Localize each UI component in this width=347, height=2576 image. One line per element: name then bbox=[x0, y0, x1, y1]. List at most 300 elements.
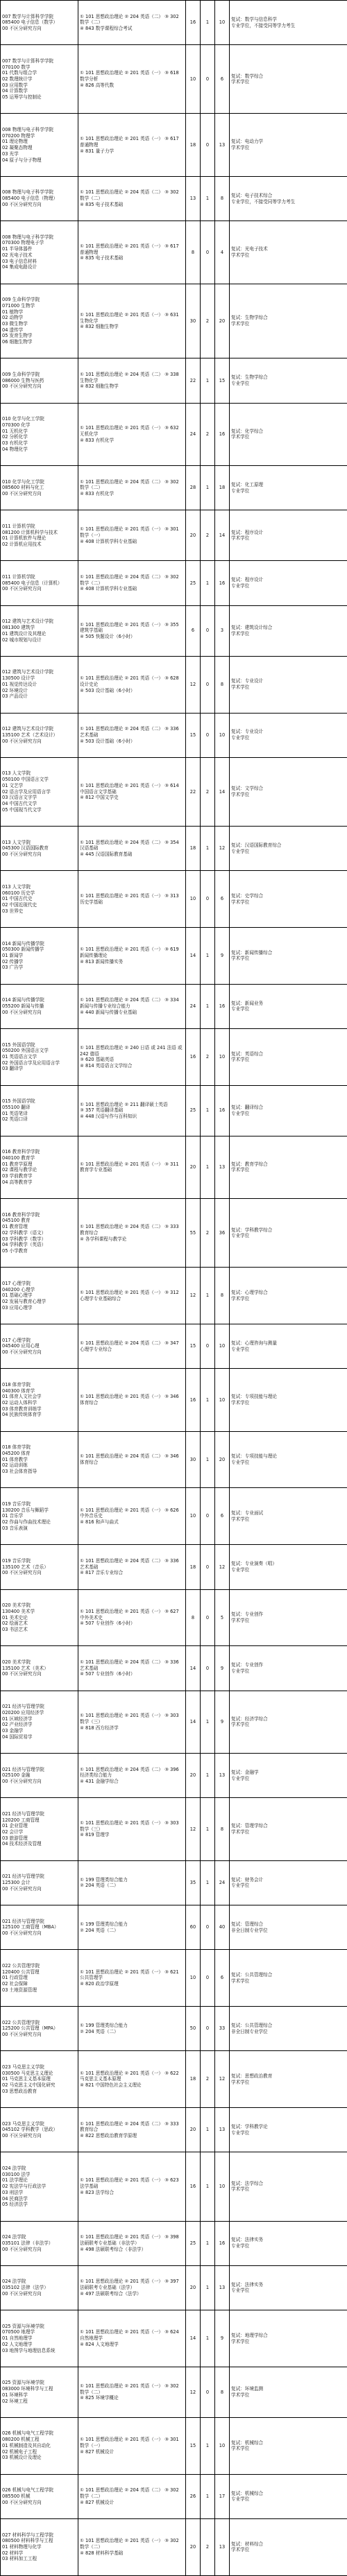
exam-subjects-cell-line: ① 101 思想政治理论 ② 204 英语（二） ③ 336 艺术基础 bbox=[80, 1659, 179, 1671]
exam-subjects-cell-line: ① 101 思想政治理论 ② 204 英语（二） ③ 338 生物化学 bbox=[80, 372, 179, 383]
remarks-cell-line: 学术学位 bbox=[231, 1516, 250, 1522]
major-cell bbox=[1, 1488, 78, 1545]
major-cell-line: 070500 地理学 bbox=[2, 2329, 35, 2335]
recommended-count-cell: 1 bbox=[201, 1431, 215, 1488]
remarks-cell-line: 复试：程序设计 bbox=[231, 577, 264, 583]
quota-cell: 40 bbox=[215, 1905, 230, 1950]
major-cell-line: 045200 体育 bbox=[2, 1451, 31, 1457]
major-cell-line: 03 电子信息材料 bbox=[2, 258, 37, 264]
major-cell-line: 021 经济与管理学院 bbox=[2, 1874, 44, 1880]
recommended-count-cell: 0 bbox=[201, 2007, 215, 2051]
major-cell-line: 135100 艺术（音乐） bbox=[2, 1564, 49, 1570]
remarks-cell-line: 复试：机械综合 bbox=[231, 2490, 264, 2496]
major-cell-line: 02 数理统计学 bbox=[2, 76, 33, 83]
major-cell-line: 009 生命科学学院 bbox=[2, 297, 40, 303]
exam-subjects-cell-line: ① 101 思想政治理论 ② 204 英语（二） ③ 302 数学（二） bbox=[80, 13, 179, 26]
table-row bbox=[1, 1029, 347, 1086]
major-cell-line: 120400 公共管理 bbox=[2, 1969, 40, 1975]
major-cell-line: 04 物理化学 bbox=[2, 446, 28, 452]
quota-cell: 9 bbox=[215, 928, 230, 985]
recommended-count-cell: 1 bbox=[201, 1, 215, 45]
remarks-cell-line: 复试：电子技术综合 bbox=[231, 192, 273, 198]
exam-subjects-cell bbox=[78, 757, 186, 826]
plan-count-cell: 15 bbox=[186, 1324, 201, 1369]
major-cell-line: 02 环境工程 bbox=[2, 2398, 28, 2404]
remarks-cell-line: 复试：地理学综合 bbox=[231, 2332, 268, 2338]
exam-subjects-cell-line: ① 101 思想政治理论 ② 204 英语（二） ③ 336 艺术基础 bbox=[80, 726, 179, 738]
major-cell-line: 010 化学与化工学院 bbox=[2, 416, 44, 422]
major-cell-line: 03 广告学 bbox=[2, 965, 24, 971]
exam-subjects-cell-line: ① 101 思想政治理论 ② 201 英语（一） ③ 301 数学（一） bbox=[80, 526, 179, 539]
table-row bbox=[1, 757, 347, 826]
table-row bbox=[1, 1268, 347, 1324]
recommended-count-cell: 1 bbox=[201, 176, 215, 221]
major-cell-line: 086000 生物与医药 bbox=[2, 377, 44, 383]
major-cell-line: 023 马克思主义学院 bbox=[2, 2064, 44, 2070]
major-cell-line: 020200 应用经济学 bbox=[2, 1709, 44, 1715]
quota-cell: 16 bbox=[215, 1085, 230, 1136]
table-row bbox=[1, 284, 347, 358]
remarks-cell-line: 复试：数学与信息科学 bbox=[231, 16, 277, 22]
remarks-cell bbox=[230, 284, 347, 358]
remarks-cell-line: 专业学位 bbox=[231, 1883, 250, 1889]
major-cell-line: 01 代数与组合学 bbox=[2, 70, 37, 76]
quota-cell: 20 bbox=[215, 1431, 230, 1488]
quota-cell: 20 bbox=[215, 284, 230, 358]
major-cell-line: 125100 工商管理（MBA） bbox=[2, 1924, 59, 1930]
major-cell-line: 020 美术学院 bbox=[2, 1659, 31, 1665]
exam-subjects-cell-line: ④ 835 电子技术基础 bbox=[80, 255, 124, 261]
exam-subjects-cell-line: ④ 408 计算机学科专业基础 bbox=[80, 586, 137, 592]
major-cell bbox=[1, 284, 78, 358]
major-cell bbox=[1, 984, 78, 1028]
plan-count-cell: 6 bbox=[186, 605, 201, 656]
recommended-count-cell: 0 bbox=[201, 2367, 215, 2417]
major-cell bbox=[1, 114, 78, 176]
plan-count-cell: 14 bbox=[186, 928, 201, 985]
quota-cell: 12 bbox=[215, 1545, 230, 1589]
major-cell-line: 04 民族传统体育学 bbox=[2, 1412, 42, 1418]
major-cell-line: 011 计算机学院 bbox=[2, 574, 35, 580]
major-cell-line: 02 课程与教学论 bbox=[2, 1167, 37, 1173]
major-cell-line: 130200 音乐与舞蹈学 bbox=[2, 1507, 49, 1513]
plan-count-cell: 20 bbox=[186, 1753, 201, 1797]
plan-count-cell: 30 bbox=[186, 284, 201, 358]
major-cell-line: 00 不区分研究方向 bbox=[2, 201, 42, 207]
exam-subjects-cell-line: ④ 824 人文地理学 bbox=[80, 2341, 119, 2347]
major-cell-line: 024 法学院 bbox=[2, 2234, 26, 2240]
major-cell-line: 03 社会体育指导 bbox=[2, 1469, 37, 1475]
major-cell bbox=[1, 1029, 78, 1086]
major-cell-line: 012 建筑与艺术设计学院 bbox=[2, 726, 54, 732]
quota-cell: 13 bbox=[215, 2518, 230, 2575]
table-row bbox=[1, 2310, 347, 2367]
major-cell-line: 009 生命科学学院 bbox=[2, 372, 40, 378]
remarks-cell-line: 复试：财务会计 bbox=[231, 1876, 264, 1883]
major-cell-line: 085400 电子信息（计算机） bbox=[2, 580, 62, 586]
exam-subjects-cell bbox=[78, 403, 186, 465]
exam-subjects-cell-line: ① 101 思想政治理论 ② 201 英语（一） ③ 626 中外音乐史 bbox=[80, 1507, 179, 1519]
quota-cell: 13 bbox=[215, 114, 230, 176]
remarks-cell-line: 复试：机械综合 bbox=[231, 2439, 264, 2446]
remarks-cell-line: 复试：翻译综合 bbox=[231, 1105, 264, 1111]
exam-subjects-cell-line: ① 101 思想政治理论 ② 201 英语（一） ③ 355 建筑学基础 bbox=[80, 621, 179, 634]
exam-subjects-cell-line: ① 199 管理类综合能力 bbox=[80, 2023, 128, 2028]
remarks-cell bbox=[230, 1199, 347, 1268]
major-cell-line: 03 应用数学 bbox=[2, 82, 28, 88]
major-cell bbox=[1, 1798, 78, 1860]
major-cell-line: 01 建筑设计及其理论 bbox=[2, 630, 46, 637]
table-row bbox=[1, 1589, 347, 1646]
exam-subjects-cell bbox=[78, 284, 186, 358]
remarks-cell-line: 复试：光电子技术 bbox=[231, 246, 268, 252]
recommended-count-cell: 1 bbox=[201, 2474, 215, 2518]
recommended-count-cell: 1 bbox=[201, 1860, 215, 1905]
remarks-cell-line: 学术学位 bbox=[231, 791, 250, 797]
table-row bbox=[1, 605, 347, 656]
major-cell-line: 04 中国古代文学 bbox=[2, 800, 37, 806]
remarks-cell-line: 学术学位 bbox=[231, 145, 250, 151]
recommended-count-cell: 1 bbox=[201, 561, 215, 605]
exam-subjects-cell bbox=[78, 2152, 186, 2221]
exam-subjects-cell bbox=[78, 1753, 186, 1797]
remarks-cell-line: 复试：管理学综合 bbox=[231, 1823, 268, 1829]
recommended-count-cell: 0 bbox=[201, 713, 215, 757]
major-cell-line: 045102 学科教学（思政） bbox=[2, 2127, 58, 2133]
plan-count-cell: 18 bbox=[186, 826, 201, 870]
major-cell-line: 00 不区分研究方向 bbox=[2, 26, 42, 31]
exam-subjects-cell bbox=[78, 2051, 186, 2108]
remarks-cell-line: 复试：教育学综合 bbox=[231, 1161, 268, 1167]
major-cell-line: 02 运动人体科学 bbox=[2, 1400, 37, 1406]
remarks-cell bbox=[230, 1268, 347, 1324]
major-cell-line: 02 计算机应用技术 bbox=[2, 542, 42, 548]
plan-count-cell: 12 bbox=[186, 656, 201, 713]
quota-cell: 18 bbox=[215, 466, 230, 510]
remarks-cell-line: 复试：新闻业务 bbox=[231, 1000, 264, 1006]
remarks-cell bbox=[230, 1029, 347, 1086]
major-cell-line: 01 教育管理 bbox=[2, 1224, 28, 1230]
major-cell-line: 02 城市规划与设计 bbox=[2, 637, 42, 643]
major-cell-line: 03 学科教学（数学） bbox=[2, 1236, 46, 1242]
quota-cell: 10 bbox=[215, 1, 230, 45]
major-cell-line: 071000 生物学 bbox=[2, 302, 35, 309]
major-cell-line: 01 机械制造及其自动化 bbox=[2, 2442, 51, 2448]
quota-cell: 12 bbox=[215, 2051, 230, 2108]
table-row bbox=[1, 2108, 347, 2152]
exam-subjects-cell-line: ① 101 思想政治理论 ② 204 英语（二） ③ 346 体育综合 bbox=[80, 1453, 179, 1466]
plan-count-cell: 14 bbox=[186, 1646, 201, 1691]
remarks-cell-line: 专业学位 bbox=[231, 381, 250, 387]
major-cell bbox=[1, 1753, 78, 1797]
exam-subjects-cell-line: ④ 833 有机化学 bbox=[80, 437, 115, 443]
exam-subjects-cell-line: ① 101 思想政治理论 ② 204 英语（二） ③ 302 数学（二） bbox=[80, 478, 179, 491]
recommended-count-cell: 0 bbox=[201, 605, 215, 656]
major-cell-line: 04 国际贸易学 bbox=[2, 1734, 33, 1740]
major-cell-line: 030500 马克思主义理论 bbox=[2, 2070, 53, 2076]
major-cell-line: 014 新闻与传播学院 bbox=[2, 997, 44, 1003]
remarks-cell bbox=[230, 2152, 347, 2221]
major-cell-line: 00 不区分研究方向 bbox=[2, 1009, 42, 1015]
plan-count-cell: 25 bbox=[186, 1085, 201, 1136]
plan-count-cell: 18 bbox=[186, 1545, 201, 1589]
exam-subjects-cell bbox=[78, 1029, 186, 1086]
major-cell bbox=[1, 2265, 78, 2310]
remarks-cell-line: 学术学位 bbox=[231, 956, 250, 962]
major-cell-line: 00 不区分研究方向 bbox=[2, 2499, 42, 2505]
exam-subjects-cell-line: ④ 440 新闻与传播专业基础 bbox=[80, 1009, 137, 1015]
remarks-cell-line: 复试：化学综合 bbox=[231, 428, 264, 434]
remarks-cell-line: 学术学位 bbox=[231, 535, 250, 542]
exam-subjects-cell-line: ④ 507 专业创作（6小时） bbox=[80, 1671, 135, 1677]
remarks-cell-line: 学术学位 bbox=[231, 1295, 250, 1302]
table-row bbox=[1, 466, 347, 510]
major-cell-line: 02 英语口译 bbox=[2, 1116, 28, 1123]
remarks-cell bbox=[230, 1798, 347, 1860]
exam-subjects-cell-line: ① 101 思想政治理论 ② 201 英语（一） ③ 303 数学（三） bbox=[80, 1713, 179, 1724]
major-cell-line: 010 化学与化工学院 bbox=[2, 478, 44, 485]
remarks-cell-line: 复试：材料综合 bbox=[231, 2541, 264, 2547]
exam-subjects-cell-line: ④ 826 高等代数 bbox=[80, 82, 115, 88]
table-row bbox=[1, 1950, 347, 2007]
remarks-cell bbox=[230, 403, 347, 465]
remarks-cell-line: 学术学位 bbox=[231, 630, 250, 637]
major-cell-line: 01 半导体器件 bbox=[2, 246, 33, 252]
remarks-cell-line: 专业学位 bbox=[231, 2129, 250, 2136]
major-cell-line: 00 不区分研究方向 bbox=[2, 1349, 42, 1356]
table-row bbox=[1, 871, 347, 928]
recommended-count-cell: 0 bbox=[201, 1950, 215, 2007]
major-cell-line: 021 经济与管理学院 bbox=[2, 1918, 44, 1924]
major-cell-line: 01 文艺学 bbox=[2, 782, 24, 788]
major-cell bbox=[1, 1369, 78, 1431]
major-cell-line: 02 动物学 bbox=[2, 315, 24, 321]
recommended-count-cell: 1 bbox=[201, 1268, 215, 1324]
plan-count-cell: 10 bbox=[186, 871, 201, 928]
major-cell-line: 04 高等教育学 bbox=[2, 1179, 33, 1185]
major-cell-line: 02 环境设计 bbox=[2, 687, 28, 693]
recommended-count-cell: 1 bbox=[201, 826, 215, 870]
quota-cell: 8 bbox=[215, 1798, 230, 1860]
major-cell bbox=[1, 403, 78, 465]
remarks-cell-line: 复试：经济学综合 bbox=[231, 1715, 268, 1722]
major-cell-line: 017 心理学院 bbox=[2, 1337, 31, 1343]
remarks-cell-line: 学术学位 bbox=[231, 321, 250, 327]
major-cell-line: 130500 设计学 bbox=[2, 675, 35, 682]
major-cell-line: 045300 汉语国际教育 bbox=[2, 845, 49, 852]
major-cell-line: 03 机械设计及理论 bbox=[2, 2455, 42, 2461]
major-cell-line: 070300 化学 bbox=[2, 422, 31, 429]
major-cell-line: 085400 电子信息（数学） bbox=[2, 19, 58, 26]
exam-subjects-cell bbox=[78, 358, 186, 403]
exam-subjects-cell bbox=[78, 114, 186, 176]
exam-subjects-cell-line: ② 204 英语（二） bbox=[80, 1927, 119, 1933]
table-row bbox=[1, 45, 347, 114]
remarks-cell-line: 学术学位 bbox=[231, 684, 250, 691]
major-cell-line: 083000 环境科学与工程 bbox=[2, 2386, 53, 2392]
major-cell-line: 03 产品设计 bbox=[2, 693, 28, 700]
remarks-cell bbox=[230, 713, 347, 757]
remarks-cell bbox=[230, 871, 347, 928]
exam-subjects-cell-line: ① 101 思想政治理论 ② 201 英语（一） ③ 624 自然地理学 bbox=[80, 2329, 179, 2342]
quota-cell: 9 bbox=[215, 1646, 230, 1691]
major-cell-line: 085600 材料与化工 bbox=[2, 485, 44, 491]
exam-subjects-cell bbox=[78, 510, 186, 561]
remarks-cell-line: 复试：金融学 bbox=[231, 1769, 259, 1775]
remarks-cell-line: 复试：专项技能与理论 bbox=[231, 1453, 277, 1460]
major-cell-line: 05 中国现当代文学 bbox=[2, 806, 42, 813]
exam-subjects-cell-line: ① 101 思想政治理论 ② 201 英语（一） ③ 627 中外美术史 bbox=[80, 1608, 179, 1620]
remarks-cell-line: 专业学位 bbox=[231, 487, 250, 494]
exam-subjects-cell-line: ④ 825 环境学概论 bbox=[80, 2395, 119, 2401]
exam-subjects-cell-line: ④ 503 设计基础（6小时） bbox=[80, 738, 135, 744]
exam-subjects-cell bbox=[78, 1369, 186, 1431]
recommended-count-cell: 0 bbox=[201, 1324, 215, 1369]
major-cell-line: 01 企业管理 bbox=[2, 1823, 28, 1829]
plan-count-cell: 8 bbox=[186, 221, 201, 284]
major-cell-line: 03 材料加工工程 bbox=[2, 2556, 37, 2562]
recommended-count-cell: 1 bbox=[201, 2417, 215, 2474]
exam-subjects-cell bbox=[78, 1488, 186, 1545]
remarks-cell-line: 复试：专业设计 bbox=[231, 729, 264, 735]
exam-subjects-cell bbox=[78, 1136, 186, 1198]
major-cell-line: 03 旅游管理 bbox=[2, 1835, 28, 1841]
major-cell-line: 125300 会计 bbox=[2, 1880, 31, 1885]
major-cell-line: 02 社会保障 bbox=[2, 1981, 28, 1987]
table-row bbox=[1, 510, 347, 561]
table-row bbox=[1, 1199, 347, 1268]
major-cell bbox=[1, 1589, 78, 1646]
quota-cell: 10 bbox=[215, 2152, 230, 2221]
quota-cell: 10 bbox=[215, 1369, 230, 1431]
major-cell-line: 011 计算机学院 bbox=[2, 524, 35, 530]
remarks-cell-line: 复试：电动力学 bbox=[231, 139, 264, 145]
table-row bbox=[1, 984, 347, 1028]
exam-subjects-cell-line: ④ 817 音乐专业综合 bbox=[80, 1570, 124, 1576]
quota-cell: 14 bbox=[215, 510, 230, 561]
major-cell bbox=[1, 176, 78, 221]
major-cell-line: 04 技术经济及管理 bbox=[2, 1841, 42, 1847]
major-cell-line: 03 学前教育学 bbox=[2, 1173, 33, 1179]
remarks-cell bbox=[230, 2051, 347, 2108]
major-cell-line: 012 建筑与艺术设计学院 bbox=[2, 669, 54, 675]
major-cell bbox=[1, 757, 78, 826]
table-row bbox=[1, 713, 347, 757]
remarks-cell-line: 复试：学科教学综合 bbox=[231, 1227, 273, 1233]
plan-count-cell: 35 bbox=[186, 1860, 201, 1905]
recommended-count-cell: 0 bbox=[201, 656, 215, 713]
exam-subjects-cell bbox=[78, 2518, 186, 2575]
plan-count-cell: 10 bbox=[186, 1950, 201, 2007]
major-cell-line: 00 不区分研究方向 bbox=[2, 2032, 42, 2038]
major-cell-line: 021 经济与管理学院 bbox=[2, 1766, 44, 1772]
plan-count-cell: 18 bbox=[186, 2051, 201, 2108]
plan-count-cell: 20 bbox=[186, 2265, 201, 2310]
major-cell-line: 013 人文学院 bbox=[2, 883, 31, 890]
major-cell-line: 01 计算机软件与理论 bbox=[2, 535, 46, 542]
plan-count-cell: 25 bbox=[186, 561, 201, 605]
major-cell-line: 018 体育学院 bbox=[2, 1444, 31, 1451]
major-cell-line: 01 马克思主义基本原理 bbox=[2, 2076, 51, 2082]
recommended-count-cell: 1 bbox=[201, 2152, 215, 2221]
major-cell bbox=[1, 2310, 78, 2367]
quota-cell: 17 bbox=[215, 2474, 230, 2518]
quota-cell: 8 bbox=[215, 656, 230, 713]
major-cell-line: 00 不区分研究方向 bbox=[2, 2133, 42, 2139]
exam-subjects-cell-line: ① 199 管理类综合能力 bbox=[80, 1876, 128, 1883]
quota-cell: 10 bbox=[215, 1029, 230, 1086]
major-cell-line: 01 植物学 bbox=[2, 309, 24, 315]
remarks-cell-line: 专业学位 bbox=[231, 1110, 250, 1116]
remarks-cell bbox=[230, 826, 347, 870]
major-cell-line: 021 经济与管理学院 bbox=[2, 1704, 44, 1710]
major-cell-line: 070100 数学 bbox=[2, 64, 31, 70]
major-cell-line: 040200 心理学 bbox=[2, 1286, 35, 1293]
quota-cell: 4 bbox=[215, 221, 230, 284]
major-cell-line: 00 不区分研究方向 bbox=[2, 2290, 42, 2297]
exam-subjects-cell-line: ④ 498 法硕联考综合（非法学） bbox=[80, 2246, 146, 2252]
major-cell-line: 00 不区分研究方向 bbox=[2, 491, 42, 497]
quota-cell: 36 bbox=[215, 1199, 230, 1268]
remarks-cell-line: 专业学位 bbox=[231, 1775, 250, 1781]
exam-subjects-cell bbox=[78, 1798, 186, 1860]
major-cell bbox=[1, 713, 78, 757]
major-cell bbox=[1, 826, 78, 870]
remarks-cell-line: 复试：法学综合 bbox=[231, 2180, 264, 2186]
remarks-cell-line: 专业学位 bbox=[231, 2243, 250, 2249]
remarks-cell bbox=[230, 1860, 347, 1905]
exam-subjects-cell-line: ① 101 思想政治理论 ② 201 英语（一） ③ 614 中国语言文学基础 bbox=[80, 782, 179, 795]
remarks-cell bbox=[230, 928, 347, 985]
remarks-cell-line: 复试：英语综合 bbox=[231, 1051, 264, 1057]
remarks-cell-line: 专业学位 bbox=[231, 2496, 250, 2502]
recommended-count-cell: 2 bbox=[201, 403, 215, 465]
remarks-cell bbox=[230, 1369, 347, 1431]
recommended-count-cell: 1 bbox=[201, 1369, 215, 1431]
remarks-cell bbox=[230, 2221, 347, 2265]
remarks-cell-line: 专业学位 bbox=[231, 1346, 250, 1352]
remarks-cell-line: 学术学位 bbox=[231, 1167, 250, 1173]
plan-count-cell: 24 bbox=[186, 984, 201, 1028]
major-cell-line: 01 法学理论 bbox=[2, 2177, 28, 2184]
remarks-cell-line: 复试：生物学综合 bbox=[231, 315, 268, 321]
major-cell-line: 026 机械与电气工程学院 bbox=[2, 2487, 54, 2493]
exam-subjects-cell-line: ④ 445 汉语国际教育基础 bbox=[80, 851, 133, 857]
table-row bbox=[1, 403, 347, 465]
exam-subjects-cell bbox=[78, 605, 186, 656]
major-cell-line: 024 法学院 bbox=[2, 2279, 26, 2285]
table-row bbox=[1, 928, 347, 985]
table-row bbox=[1, 2265, 347, 2310]
exam-subjects-cell-line: ① 101 思想政治理论 ② 201 英语（一） ③ 632 无机化学 bbox=[80, 425, 179, 438]
major-cell bbox=[1, 2051, 78, 2108]
plan-count-cell: 18 bbox=[186, 114, 201, 176]
major-cell-line: 080200 机械工程 bbox=[2, 2437, 40, 2443]
exam-subjects-cell bbox=[78, 1324, 186, 1369]
remarks-cell bbox=[230, 358, 347, 403]
remarks-cell-line: 非全日制专业学位 bbox=[231, 1927, 268, 1933]
major-cell-line: 019 音乐学院 bbox=[2, 1501, 31, 1507]
exam-subjects-cell bbox=[78, 713, 186, 757]
remarks-cell-line: 复试：心理学综合 bbox=[231, 1289, 268, 1295]
quota-cell: 14 bbox=[215, 757, 230, 826]
major-cell bbox=[1, 1268, 78, 1324]
exam-subjects-cell-line: ① 101 思想政治理论 ② 201 英语（一） ③ 621 公共管理学 bbox=[80, 1969, 179, 1981]
remarks-cell-line: 复试：环境监测 bbox=[231, 2386, 264, 2392]
table-row bbox=[1, 1324, 347, 1369]
major-cell-line: 008 物理与电子科学学院 bbox=[2, 127, 54, 133]
remarks-cell-line: 非全日制专业学位 bbox=[231, 2028, 268, 2034]
